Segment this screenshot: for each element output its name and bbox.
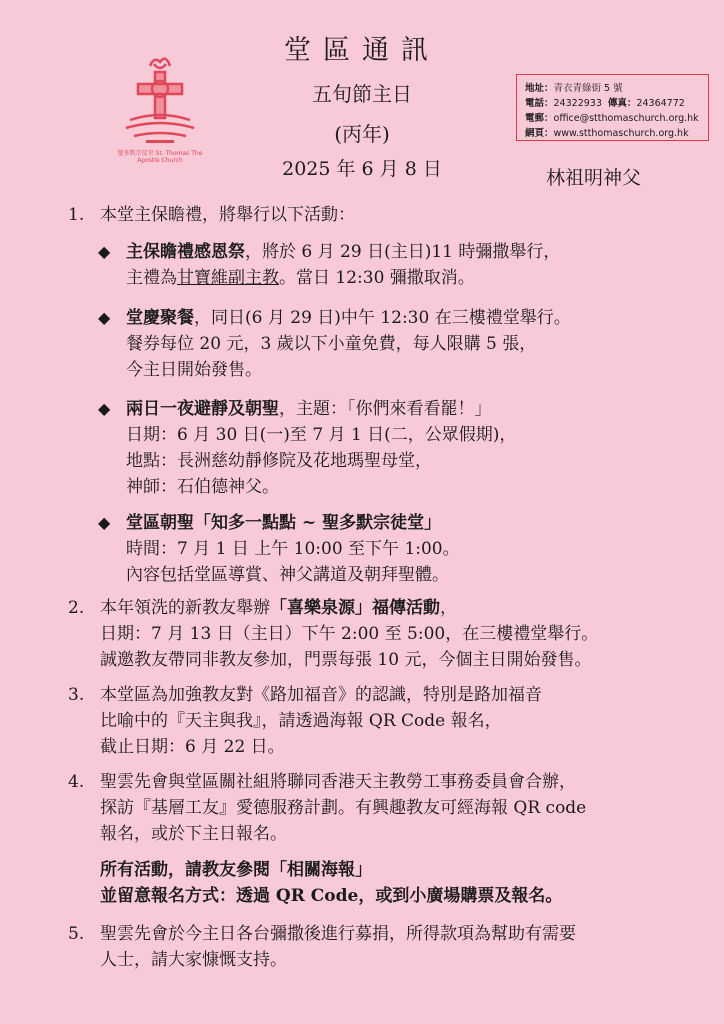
page-title: 堂區通訊 <box>284 35 440 66</box>
contact-phone: 電話：24322933 傳真：24364772 <box>525 98 685 109</box>
contact-box <box>516 74 709 141</box>
contact-web: 網頁：www.stthomaschurch.org.hk <box>525 128 689 139</box>
church-logo <box>110 52 210 162</box>
sunday-name: 五旬節主日 <box>312 82 412 106</box>
notice-reminder-1: 所有活動，請教友參閱「相關海報」 <box>100 860 372 880</box>
contact-email: 電郵：office@stthomaschurch.org.hk <box>525 113 699 124</box>
cross-logo-icon <box>110 52 210 162</box>
logo-caption: 聖多默宗徒堂 St. Thomas The Apostle Church <box>117 150 203 164</box>
notice-reminder-2: 並留意報名方式：透過 QR Code，或到小廣場購票及報名。 <box>100 886 563 906</box>
bulletin-date: 2025 年 6 月 8 日 <box>282 158 442 180</box>
liturgical-year: (丙年) <box>334 122 390 146</box>
priest-name: 林祖明神父 <box>546 167 642 189</box>
diamond-icon: ◆ <box>98 308 111 327</box>
contact-address: 地址：青衣青綠街 5 號 <box>525 83 623 94</box>
diamond-icon: ◆ <box>98 513 111 532</box>
diamond-icon: ◆ <box>98 242 111 261</box>
notice-item-1: 1. 本堂主保瞻禮，將舉行以下活動： <box>68 205 355 225</box>
diamond-icon: ◆ <box>98 399 111 418</box>
